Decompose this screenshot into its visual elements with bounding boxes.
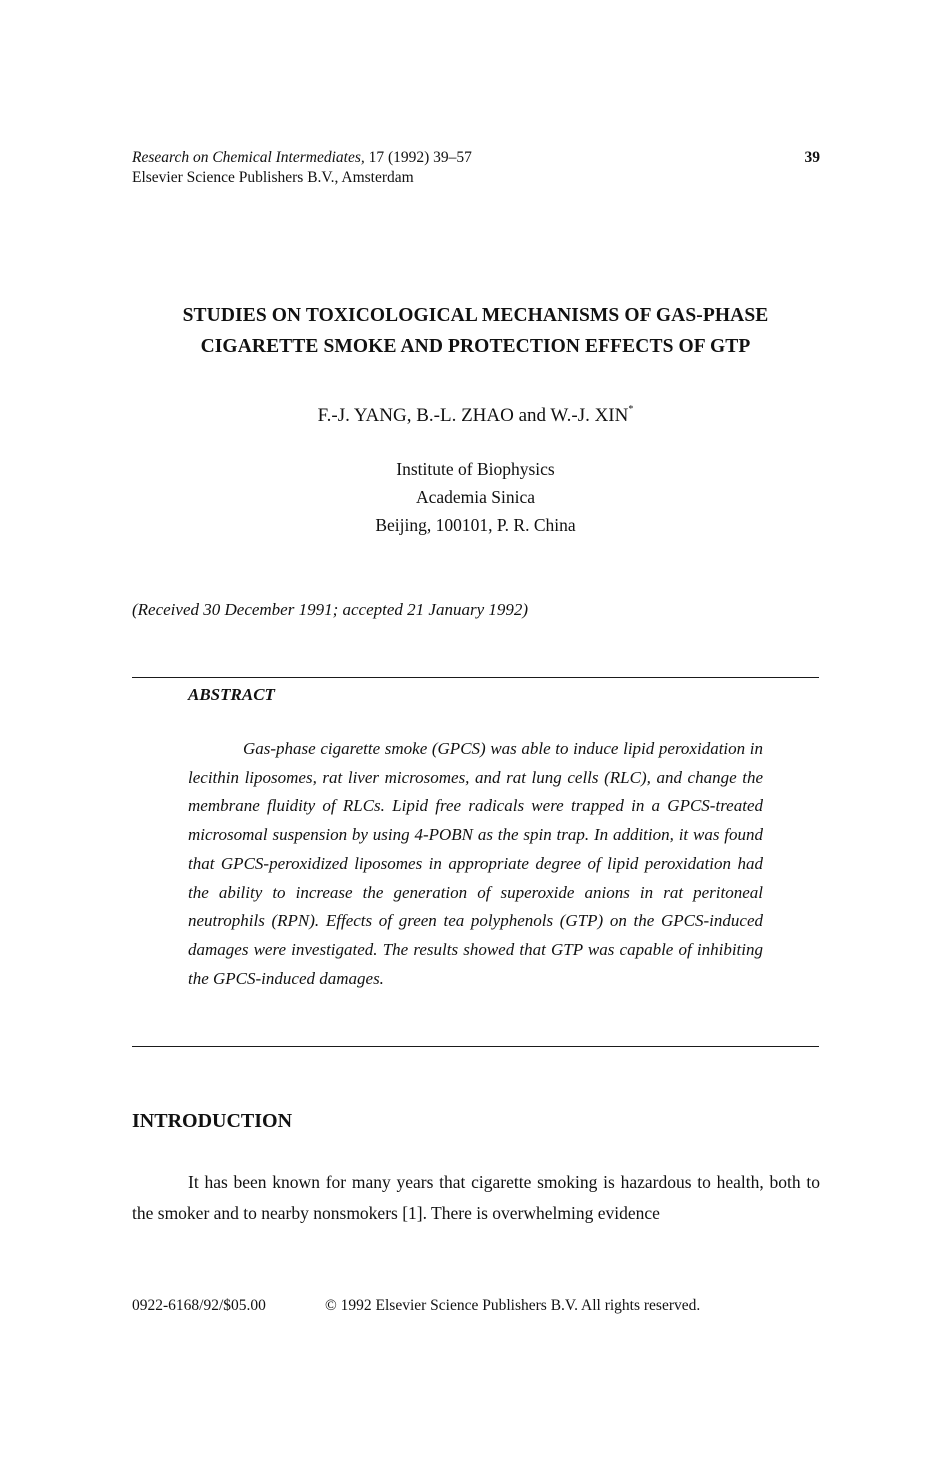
journal-citation (132, 148, 472, 168)
authors: F.-J. YANG, B.-L. ZHAO and W.-J. XIN (317, 405, 629, 426)
introduction-text: It has been known for many years that cigarette smoking is hazardous to health, both to the smoker and to nearby nonsmokers [1]. There is overwhelming evidence (132, 1172, 820, 1223)
author-list (100, 398, 851, 428)
abstract-heading: ABSTRACT (188, 685, 275, 704)
article-title (100, 300, 851, 362)
journal-volume: 17 (1992) 39–57 (368, 149, 472, 166)
title-line-1: STUDIES ON TOXICOLOGICAL MECHANISMS OF GAS-PHASE (182, 305, 769, 326)
title-line-2: CIGARETTE SMOKE AND PROTECTION EFFECTS OF GTP (200, 336, 751, 357)
corresponding-author-mark: * (628, 404, 634, 415)
affiliation (100, 455, 851, 539)
footer-code: 0922-6168/92/$05.00 (132, 1297, 266, 1314)
abstract-top-rule (132, 677, 819, 678)
affiliation-line-2: Academia Sinica (415, 487, 536, 507)
affiliation-line-1: Institute of Biophysics (396, 459, 555, 479)
introduction-heading: INTRODUCTION (132, 1110, 293, 1132)
publisher-line: Elsevier Science Publishers B.V., Amsterdam (132, 169, 414, 186)
journal-name: Research on Chemical Intermediates, (132, 149, 365, 166)
footer-copyright: © 1992 Elsevier Science Publishers B.V. All rights reserved. (325, 1297, 701, 1314)
affiliation-line-3: Beijing, 100101, P. R. China (375, 515, 576, 535)
abstract-text: Gas-phase cigarette smoke (GPCS) was able to induce lipid peroxidation in lecithin liposomes, rat liver microsomes, and rat lung cells (RLC), and change the membrane fluidity of RLCs. Lipid free radicals were trapped in a GPCS-treated microsomal suspension by using 4-POBN as the spin trap. In addition, it was found that GPCS-peroxidized liposomes in appropriate degree of lipid peroxidation had the ability to increase the generation of superoxide anions in rat peritoneal neutrophils (RPN). Effects of green tea polyphenols (GTP) on the GPCS-induced damages were investigated. The results showed that GTP was capable of inhibiting the GPCS-induced damages. (188, 739, 763, 988)
received-dates: (Received 30 December 1991; accepted 21 January 1992) (132, 600, 529, 619)
abstract-bottom-rule (132, 1046, 819, 1047)
page-number: 39 (804, 149, 820, 166)
